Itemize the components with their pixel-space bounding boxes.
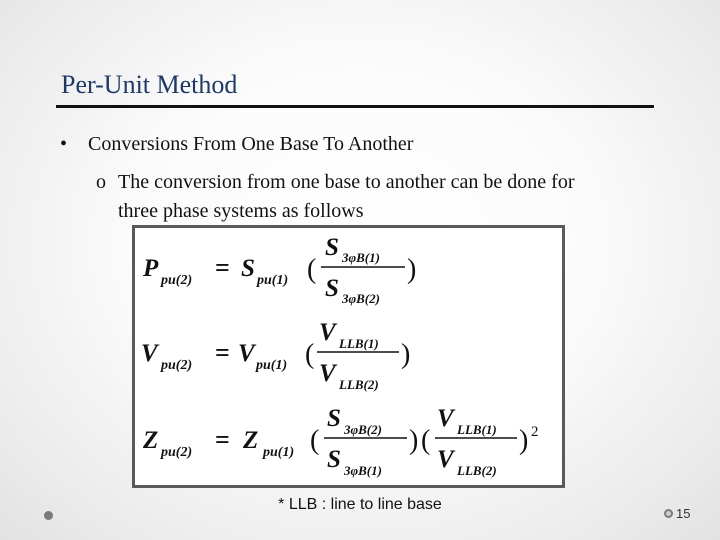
footnote: * LLB : line to line base (278, 496, 442, 513)
impedance-paren2-close: ) (519, 425, 529, 456)
impedance-rhs: Z (243, 427, 259, 454)
impedance-eq: = (215, 425, 230, 454)
sub-bullet (96, 168, 696, 226)
voltage-rhs-sub: pu(1) (256, 358, 288, 373)
voltage-num-sub: LLB(1) (339, 336, 379, 351)
voltage-lhs: V (141, 340, 158, 367)
power-paren-open: ( (307, 254, 317, 285)
power-num-sub: 3φB(1) (342, 250, 380, 265)
sub-bullet-line2: three phase systems as follows (118, 200, 364, 222)
power-formula (142, 234, 416, 306)
voltage-formula (141, 319, 410, 392)
power-num: S (325, 234, 339, 261)
impedance-paren1-open: ( (310, 425, 320, 456)
impedance-formula (142, 405, 539, 478)
corner-dot-right (664, 509, 673, 518)
impedance-den2-sub: LLB(2) (457, 463, 497, 478)
bullet-marker: • (60, 133, 68, 155)
voltage-den-sub: LLB(2) (339, 377, 379, 392)
sub-bullet-marker: o (96, 171, 106, 193)
impedance-lhs-sub: pu(2) (161, 445, 193, 460)
power-den: S (325, 275, 339, 302)
formula-svg (135, 228, 562, 485)
power-rhs: S (241, 255, 255, 282)
impedance-num1-sub: 3φB(2) (344, 422, 382, 437)
impedance-num2: V (437, 405, 454, 432)
formula-box (132, 225, 565, 488)
impedance-num1: S (327, 405, 341, 432)
impedance-exponent: 2 (531, 424, 539, 440)
power-eq: = (215, 253, 230, 282)
impedance-paren1-close: ) (409, 425, 419, 456)
voltage-paren-close: ) (401, 339, 411, 370)
bullet-text: Conversions From One Base To Another (88, 133, 414, 155)
voltage-num: V (319, 319, 336, 346)
impedance-paren2-open: ( (421, 425, 431, 456)
impedance-num2-sub: LLB(1) (457, 422, 497, 437)
voltage-lhs-sub: pu(2) (161, 358, 193, 373)
impedance-lhs: Z (143, 427, 159, 454)
voltage-paren-open: ( (305, 339, 315, 370)
impedance-den1: S (327, 446, 341, 473)
voltage-den: V (319, 360, 336, 387)
title-underline (56, 105, 654, 108)
power-rhs-sub: pu(1) (257, 273, 289, 288)
power-den-sub: 3φB(2) (342, 291, 380, 306)
impedance-den2: V (437, 446, 454, 473)
power-lhs-sub: pu(2) (161, 273, 193, 288)
sub-bullet-line1: The conversion from one base to another can be done for (118, 171, 575, 193)
power-lhs: P (143, 255, 159, 282)
voltage-rhs: V (238, 340, 255, 367)
impedance-den1-sub: 3φB(1) (344, 463, 382, 478)
corner-dot-left (44, 511, 53, 520)
voltage-eq: = (215, 338, 230, 367)
slide-title: Per-Unit Method (61, 70, 238, 99)
bullet-conversions (60, 133, 413, 156)
page-number: 15 (676, 506, 691, 521)
power-paren-close: ) (407, 254, 417, 285)
impedance-rhs-sub: pu(1) (263, 445, 295, 460)
